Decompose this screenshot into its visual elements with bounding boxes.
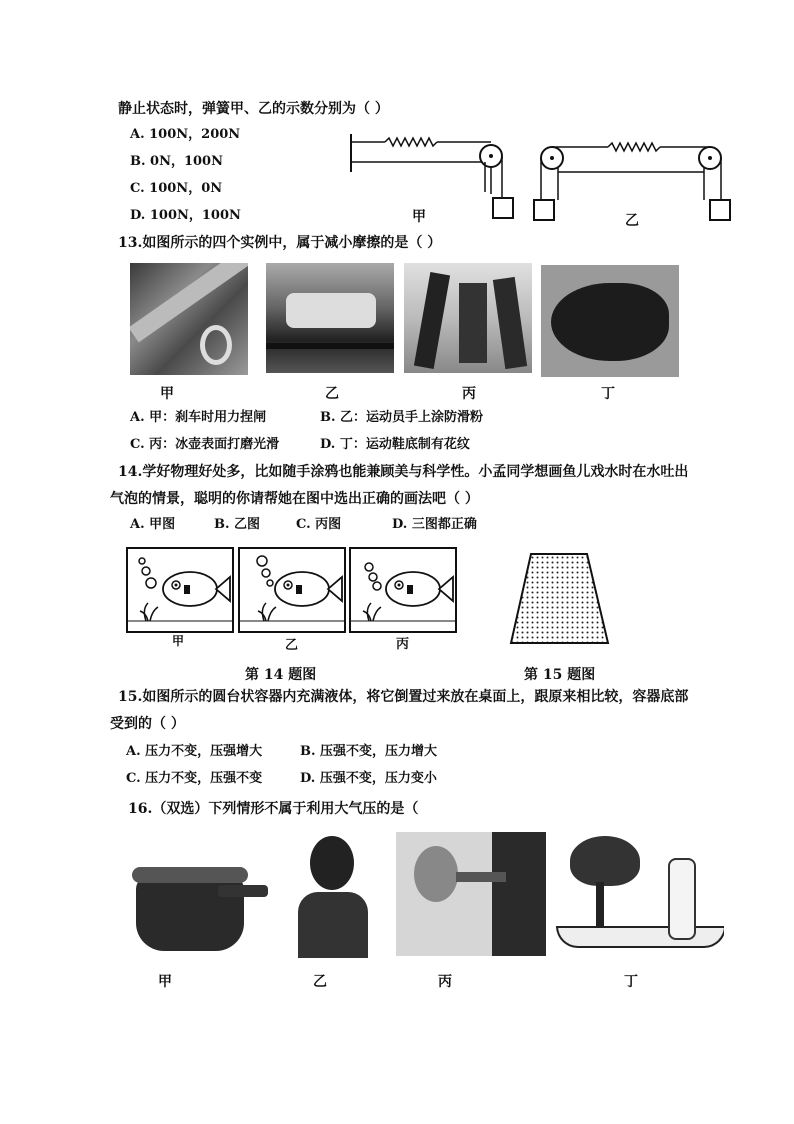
q13-stem: 13.如图所示的四个实例中，属于减小摩擦的是（ ）: [118, 235, 442, 251]
spring-scale-diagram-jia: [345, 132, 525, 224]
q14-stem-line2: 气泡的情景，聪明的你请帮她在图中选出正确的画法吧（ ）: [110, 491, 479, 507]
q14-option-a: A. 甲图: [130, 517, 176, 532]
q16-label-yi: 乙: [313, 974, 327, 990]
q15-option-b: B. 压强不变，压力增大: [300, 744, 438, 759]
q13-option-b: B. 乙：运动员手上涂防滑粉: [320, 410, 484, 425]
q13-label-ding: 丁: [601, 386, 615, 402]
q14-option-c: C. 丙图: [296, 517, 342, 532]
q14-label-jia: 甲: [172, 634, 185, 648]
fish-panel-yi: [238, 547, 346, 633]
q14-label-bing: 丙: [396, 637, 410, 652]
q13-option-c: C. 丙：冰壶表面打磨光滑: [130, 437, 280, 452]
q16-label-ding: 丁: [624, 974, 638, 990]
photo-suction-hook: [396, 832, 546, 956]
photo-bonsai-water-bottle: [556, 828, 724, 962]
q12-option-c: C. 100N，0N: [130, 181, 223, 196]
q12-label-jia: 甲: [412, 209, 426, 225]
q14-caption: 第 14 题图: [245, 667, 317, 683]
q16-label-jia: 甲: [158, 974, 172, 990]
fish-panel-jia: [126, 547, 234, 633]
photo-bicycle-brake: [130, 263, 248, 375]
photo-shoe-sole: [541, 265, 679, 377]
q13-label-bing: 丙: [462, 386, 476, 402]
q12-option-d: D. 100N，100N: [130, 208, 241, 223]
photo-curling: [404, 263, 532, 373]
photo-boy-drinking: [292, 830, 378, 958]
q12-option-a: A. 100N，200N: [130, 127, 241, 142]
q16-stem: 16.（双选）下列情形不属于利用大气压的是（: [128, 801, 419, 817]
q12-stem-tail: 静止状态时，弹簧甲、乙的示数分别为（ ）: [118, 101, 389, 117]
frustum-container-figure: [505, 550, 613, 648]
q13-option-d: D. 丁：运动鞋底制有花纹: [320, 437, 470, 452]
photo-pressure-cooker: [128, 845, 270, 955]
photo-gymnast: [266, 263, 394, 373]
q15-stem-line1: 15.如图所示的圆台状容器内充满液体，将它倒置过来放在桌面上，跟原来相比较，容器底部: [118, 689, 689, 705]
q15-option-c: C. 压力不变，压强不变: [126, 771, 263, 786]
q14-stem-line1: 14.学好物理好处多，比如随手涂鸦也能兼顾美与科学性。小孟同学想画鱼儿戏水时在水吐出: [118, 464, 689, 480]
q14-option-d: D. 三图都正确: [392, 517, 477, 532]
q16-label-bing: 丙: [438, 974, 452, 990]
fish-panel-bing: [349, 547, 457, 633]
q15-caption: 第 15 题图: [524, 667, 596, 683]
q13-option-a: A. 甲：刹车时用力捏闸: [130, 410, 267, 425]
q14-label-yi: 乙: [285, 638, 299, 653]
q15-option-d: D. 压强不变，压力变小: [300, 771, 437, 786]
q15-stem-line2: 受到的（ ）: [110, 716, 185, 732]
q12-label-yi: 乙: [625, 213, 639, 229]
q15-option-a: A. 压力不变，压强增大: [126, 744, 263, 759]
q14-option-b: B. 乙图: [214, 517, 261, 532]
q12-option-b: B. 0N，100N: [130, 154, 223, 169]
q13-label-jia: 甲: [160, 386, 174, 402]
q13-label-yi: 乙: [325, 386, 339, 402]
